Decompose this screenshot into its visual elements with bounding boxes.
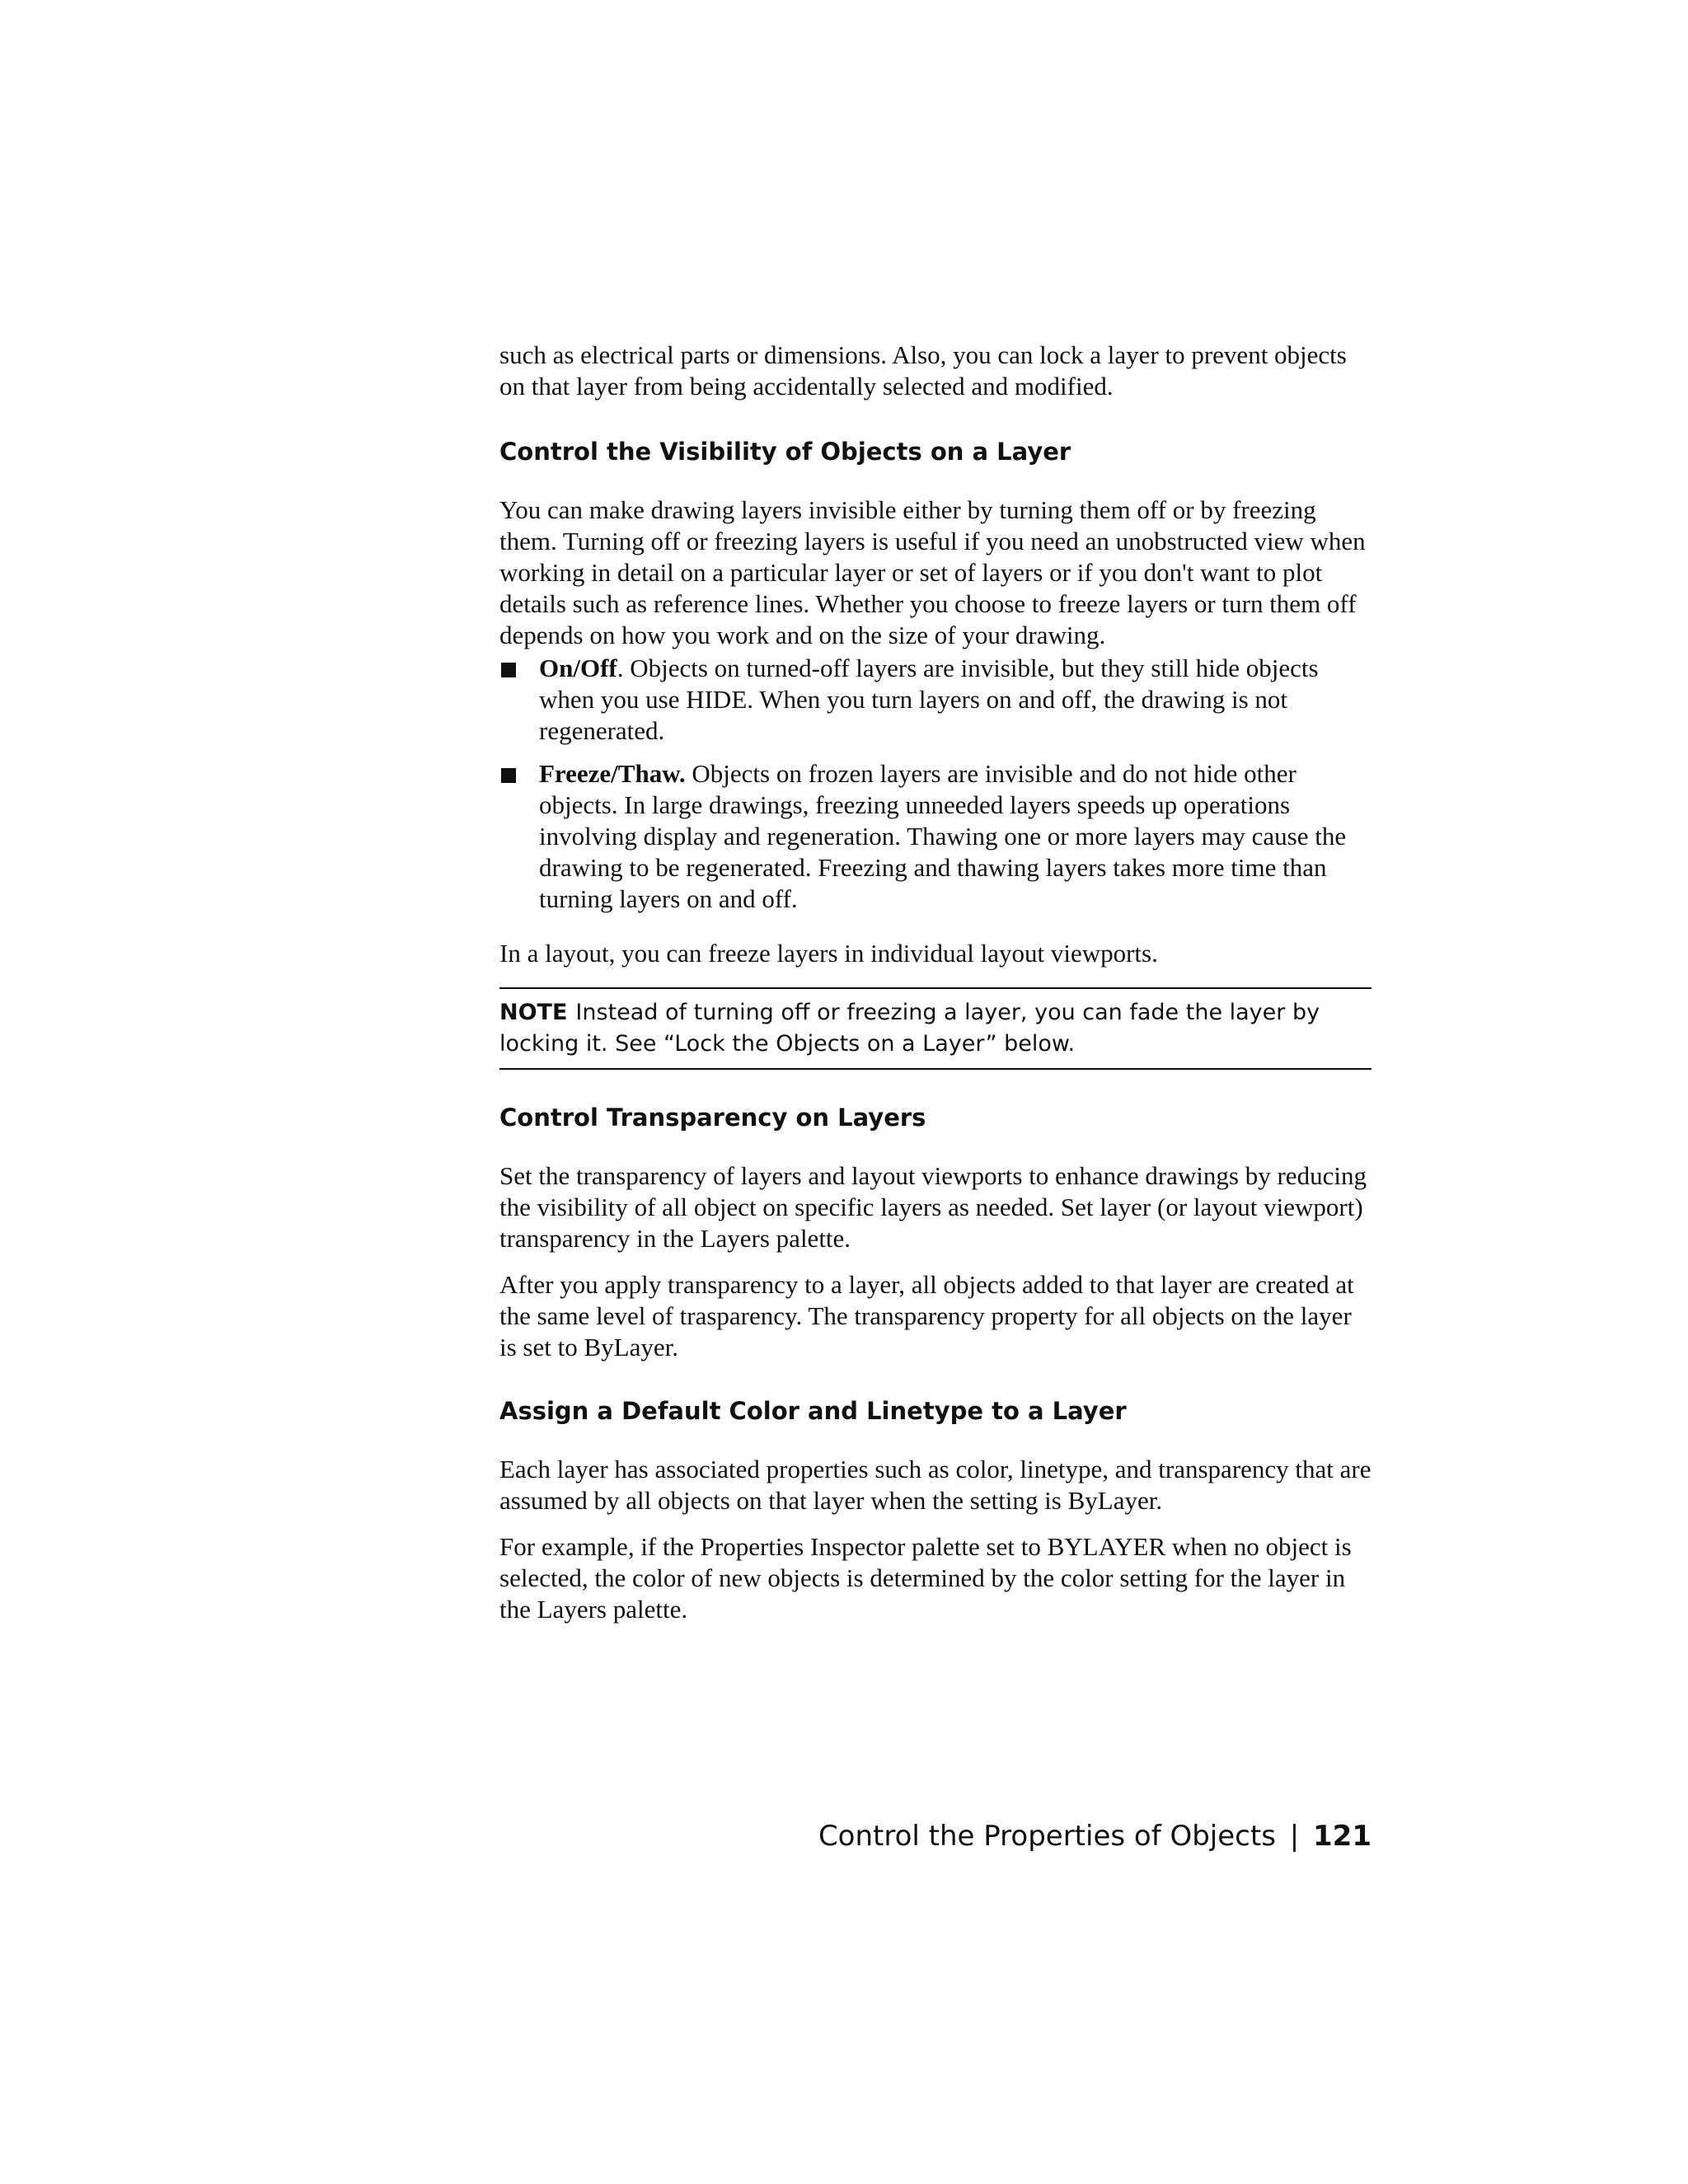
bullet-square-icon [501,663,516,677]
footer-title: Control the Properties of Objects [818,1820,1276,1853]
note-box [499,987,1372,1070]
transparency-paragraph: Set the transparency of layers and layout viewports to enhance drawings by reducing the visibility of all object on specific layers as needed. Set layer (or layout viewport) transparency in the Layers palette. [499,1161,1367,1253]
heading-default-color: Assign a Default Color and Linetype to a Layer [499,1397,1127,1425]
note-content [499,997,1372,1060]
note-text: Instead of turning off or freezing a layer, you can fade the layer by locking it. See “Lock the Objects on a Layer” below. [499,1000,1320,1057]
bullet-term: Freeze/Thaw. [539,759,686,788]
bullet-text: Objects on frozen layers are invisible and do not hide other objects. In large drawings, freezing unneeded layers speeds up operations involving display and regeneration. Thawing one or more layers may cause the drawing to be regenerated. Freezing and thawing layers takes more time than turning layers on and off. [539,759,1347,913]
page-number: 121 [1313,1820,1372,1853]
note-label: NOTE [499,1000,568,1025]
visibility-paragraph: You can make drawing layers invisible either by turning them off or by freezing them. Turning off or freezing layers is useful if you need an unobstructed view when working in detail on a particular layer or set of layers or if you don't want to plot details such as reference lines. Whether you choose to freeze layers or turn them off depends on how you work and on the size of your drawing. [499,495,1366,649]
transparency-paragraph: After you apply transparency to a layer, all objects added to that layer are created at the same level of trasparency. The transparency property for all objects on the layer is set to ByLayer. [499,1270,1354,1361]
color-paragraph: For example, if the Properties Inspector palette set to BYLAYER when no object is selected, the color of new objects is determined by the color setting for the layer in the Layers palette. [499,1532,1352,1624]
bullet-term: On/Off [539,654,617,682]
bullet-freeze-thaw [499,758,1372,915]
intro-paragraph: such as electrical parts or dimensions. Also, you can lock a layer to prevent objects on that layer from being accidentally selected and modified. [499,340,1347,401]
layout-paragraph: In a layout, you can freeze layers in individual layout viewports. [499,939,1158,968]
page-content [499,340,1372,1625]
page-footer [818,1820,1372,1853]
heading-visibility: Control the Visibility of Objects on a Layer [499,438,1071,466]
bullet-on-off [499,653,1372,747]
bullet-text: . Objects on turned-off layers are invisible, but they still hide objects when you use HIDE. When you turn layers on and off, the drawing is not regenerated. [539,654,1319,745]
color-paragraph: Each layer has associated properties such as color, linetype, and transparency that are assumed by all objects on that layer when the setting is ByLayer. [499,1455,1372,1515]
footer-separator: | [1289,1820,1300,1853]
heading-transparency: Control Transparency on Layers [499,1104,926,1132]
visibility-bullet-list [499,653,1372,915]
bullet-square-icon [501,768,516,783]
